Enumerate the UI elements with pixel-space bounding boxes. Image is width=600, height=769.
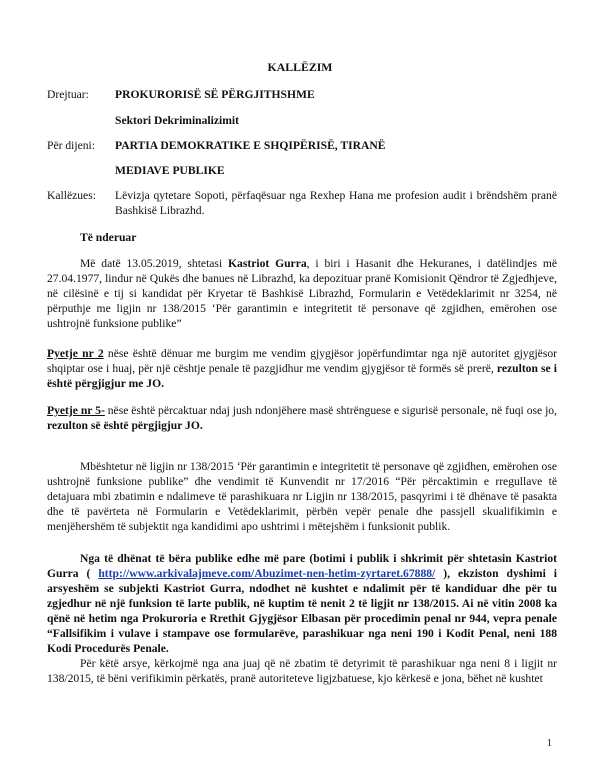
addressee-label: Drejtuar: — [47, 88, 89, 101]
source-article-link[interactable]: http://www.arkivalajmeve.com/Abuzimet-nen-hetim-zyrtaret.67888/ — [98, 567, 436, 580]
legal-basis-paragraph: Mbështetur në ligjin nr 138/2015 ‘Për garantimin e integritetit të personave që zgjidhen, emërohen ose ushtrojnë funksione publike” dhe vendimit të Kunvendit nr 17/2016 “Për përcaktimin e rregullave të detajuara mbi zbatimin e ndalimeve të parashikuara nr Ligjin nr 138/2015, pasqyrimi i të dhënave të pasakta dhe të pavërteta në Formularin e Vetëdeklarimit, përbën vepër penale dhe passjell skualifikimin e menjëhershëm të subjektit nga kandidimi apo ushtrimi i mëtejshëm i funksionit publik. — [47, 460, 557, 533]
question-2-label: Pyetje nr 2 — [47, 347, 104, 360]
question-5-label: Pyetje nr 5- — [47, 404, 105, 417]
subject-name: Kastriot Gurra — [228, 257, 307, 270]
cc-label: Për dijeni: — [47, 139, 95, 152]
cc-recipient-2: MEDIAVE PUBLIKE — [115, 164, 225, 177]
suspicion-paragraph — [47, 551, 557, 656]
complainant-label: Kallëzues: — [47, 189, 96, 202]
question-2-result: rezulton se i është përgjigjur me JO. — [47, 362, 557, 390]
suspicion-text-a: Nga të dhënat të bëra publike edhe më pare (botimi i publik i shkrimit për shtetasin Kastriot Gurra ( — [47, 552, 557, 580]
complainant-text: Lëvizja qytetare Sopoti, përfaqësuar nga Rexhep Hana me profesion audit i brëndshëm pranë Bashkisë Librazhd. — [115, 189, 557, 217]
page-number: 1 — [546, 738, 552, 749]
paragraph-intro — [47, 256, 557, 331]
cc-recipient-1: PARTIA DEMOKRATIKE E SHQIPËRISË, TIRANË — [115, 139, 386, 152]
document-title: KALLËZIM — [267, 60, 333, 74]
request-paragraph: Për këtë arsye, kërkojmë nga ana juaj që në zbatim të detyrimit të parashikuar nga neni 8 i ligjit nr 138/2015, të bëni verifikimin përkatës, pranë autoriteteve ligjzbatuese, kjo kërkesë e jona, bëhet në kushtet — [47, 657, 557, 685]
paragraph-intro-text-b: , i biri i Hasanit dhe Hekuranes, i datëlindjes më 27.04.1977, lindur në Qukës dhe banues në Librazhd, ka depozituar pranë Komisionit Qëndror të Zgjedhjeve, në cilësinë e tij si kandidat për Kryetar të Bashkisë Librazhd, Formularin e Vetëdeklarimit nr 3254, në përputhje me ligjin nr 138/2015 ‘Për garantimin e integritetit të personave që zgjidhen, emërohen ose ushtrojnë funksione publike” — [47, 257, 557, 330]
question-2-paragraph — [47, 346, 557, 391]
salutation: Të nderuar — [80, 231, 137, 244]
addressee-name: PROKURORISË SË PËRGJITHSHME — [115, 88, 315, 101]
question-5-result: rezulton së është përgjigjur JO. — [47, 419, 203, 432]
question-2-text: nëse është dënuar me burgim me vendim gjygjësor jopërfundimtar nga një autoritet gjygjësor shqiptar ose i huaj, për një cështje penale të pazgjidhur me vendim gjygjësor të formës së prerë, — [47, 347, 557, 375]
addressee-sector: Sektori Dekriminalizimit — [115, 114, 239, 127]
paragraph-intro-text-a: Më datë 13.05.2019, shtetasi — [80, 257, 229, 270]
question-5-text: nëse është përcaktuar ndaj jush ndonjëhere masë shtrënguese e sigurisë personale, në fuqi ose jo, — [104, 404, 558, 417]
question-5-paragraph — [47, 403, 557, 433]
suspicion-text-b: ), ekziston dyshimi i arsyeshëm se subjekti Kastriot Gurra, ndodhet në kushtet e ndalimit për të kandiduar dhe për tu zgjedhur në një funksion të larte publik, në kuptim të nenit 2 të ligjit nr 138/2015. Ai në vitin 2008 ka qënë në hetim nga Prokuroria e Rrethit Gjygjësor Elbasan për procedimin penal nr 944, vepra penale “Fallsifikim i vulave i stampave ose formularëve, parashikuar nga neni 190 i Kodit Penal, neni 188 Kodi Procedurës Penale. — [47, 567, 557, 655]
